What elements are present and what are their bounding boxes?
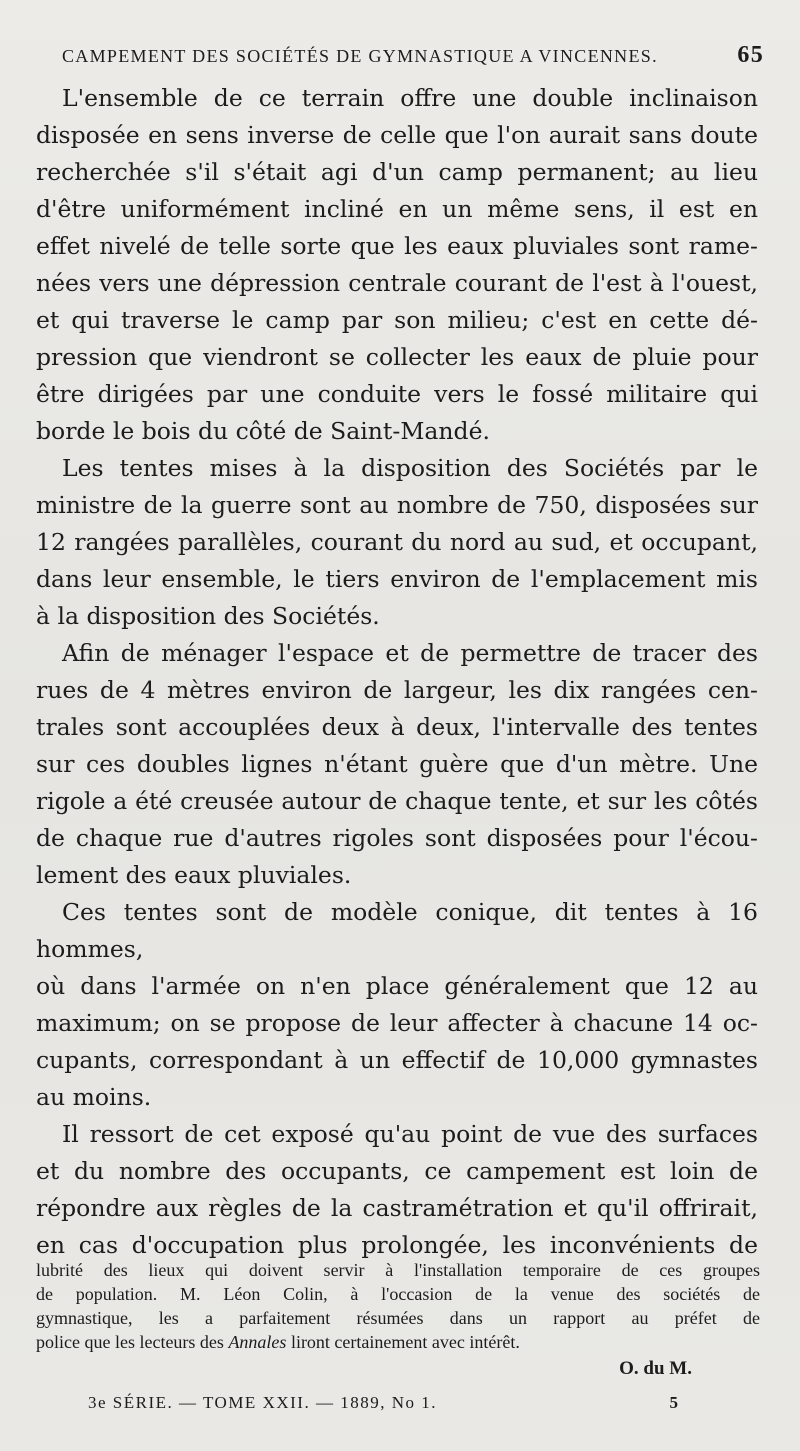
text-line: L'ensemble de ce terrain offre une double inclinaison: [62, 84, 758, 112]
paragraph-4: [36, 894, 758, 1116]
running-head: [62, 42, 764, 72]
text-line: de chaque rue d'autres rigoles sont disposées pour l'écou-: [36, 824, 758, 852]
text-line: d'être uniformément incliné en un même sens, il est en: [36, 195, 758, 223]
body-text: [36, 80, 758, 1264]
text-line: à la disposition des Sociétés.: [36, 602, 380, 630]
footnote-line: lubrité des lieux qui doivent servir à l'installation temporaire de ces groupes: [36, 1260, 760, 1280]
text-line: 12 rangées parallèles, courant du nord au sud, et occupant,: [36, 528, 758, 556]
text-line: et qui traverse le camp par son milieu; c'est en cette dé-: [36, 306, 758, 334]
text-line: où dans l'armée on n'en place généralement que 12 au: [36, 972, 758, 1000]
paragraph-2: [36, 450, 758, 635]
text-line: pression que viendront se collecter les eaux de pluie pour: [36, 343, 758, 371]
text-line: trales sont accouplées deux à deux, l'intervalle des tentes: [36, 713, 758, 741]
text-line: effet nivelé de telle sorte que les eaux pluviales sont rame-: [36, 232, 758, 260]
running-title: CAMPEMENT DES SOCIÉTÉS DE GYMNASTIQUE A VINCENNES.: [62, 46, 658, 66]
paragraph-3: [36, 635, 758, 894]
text-line: Il ressort de cet exposé qu'au point de vue des surfaces: [62, 1120, 758, 1148]
text-line: borde le bois du côté de Saint-Mandé.: [36, 417, 490, 445]
journal-title: Annales: [228, 1332, 287, 1352]
text-line: au moins.: [36, 1083, 152, 1111]
footnote-signature: O. du M.: [619, 1358, 692, 1379]
page-number: 65: [737, 42, 764, 68]
text-line: rues de 4 mètres environ de largeur, les dix rangées cen-: [36, 676, 758, 704]
footnote-line: gymnastique, les a parfaitement résumées dans un rapport au préfet de: [36, 1308, 760, 1328]
text-line: Ces tentes sont de modèle conique, dit tentes à 16 hommes,: [36, 898, 758, 963]
footnote-line: [36, 1330, 760, 1354]
footnote-line: de population. M. Léon Colin, à l'occasion de la venue des sociétés de: [36, 1284, 760, 1304]
text-line: dans leur ensemble, le tiers environ de l'emplacement mis: [36, 565, 758, 593]
footer: [88, 1393, 678, 1419]
text-line: disposée en sens inverse de celle que l'on aurait sans doute: [36, 121, 758, 149]
text-line: nées vers une dépression centrale courant de l'est à l'ouest,: [36, 269, 758, 297]
footnote: [36, 1258, 760, 1354]
series-info: 3e SÉRIE. — TOME XXII. — 1889, No 1.: [88, 1393, 437, 1412]
text-line: être dirigées par une conduite vers le fossé militaire qui: [36, 380, 758, 408]
paragraph-5: [36, 1116, 758, 1264]
text-line: ministre de la guerre sont au nombre de 750, disposées sur: [36, 491, 758, 519]
text-line: sur ces doubles lignes n'étant guère que d'un mètre. Une: [36, 750, 758, 778]
paragraph-1: [36, 80, 758, 450]
text-line: Les tentes mises à la disposition des Sociétés par le: [62, 454, 758, 482]
text-line: Afin de ménager l'espace et de permettre de tracer des: [62, 639, 758, 667]
footnote-text: police que les lecteurs des: [36, 1332, 229, 1352]
signature-mark: 5: [669, 1393, 678, 1412]
text-line: et du nombre des occupants, ce campement est loin de: [36, 1157, 758, 1185]
text-line: cupants, correspondant à un effectif de 10,000 gymnastes: [36, 1046, 758, 1074]
text-line: recherchée s'il s'était agi d'un camp permanent; au lieu: [36, 158, 758, 186]
text-line: lement des eaux pluviales.: [36, 861, 352, 889]
text-line: rigole a été creusée autour de chaque tente, et sur les côtés: [36, 787, 758, 815]
text-line: répondre aux règles de la castramétration et qu'il offrirait,: [36, 1194, 758, 1222]
text-line: maximum; on se propose de leur affecter à chacune 14 oc-: [36, 1009, 758, 1037]
text-line: en cas d'occupation plus prolongée, les inconvénients de: [36, 1231, 758, 1259]
footnote-text: liront certainement avec intérêt.: [286, 1332, 520, 1352]
